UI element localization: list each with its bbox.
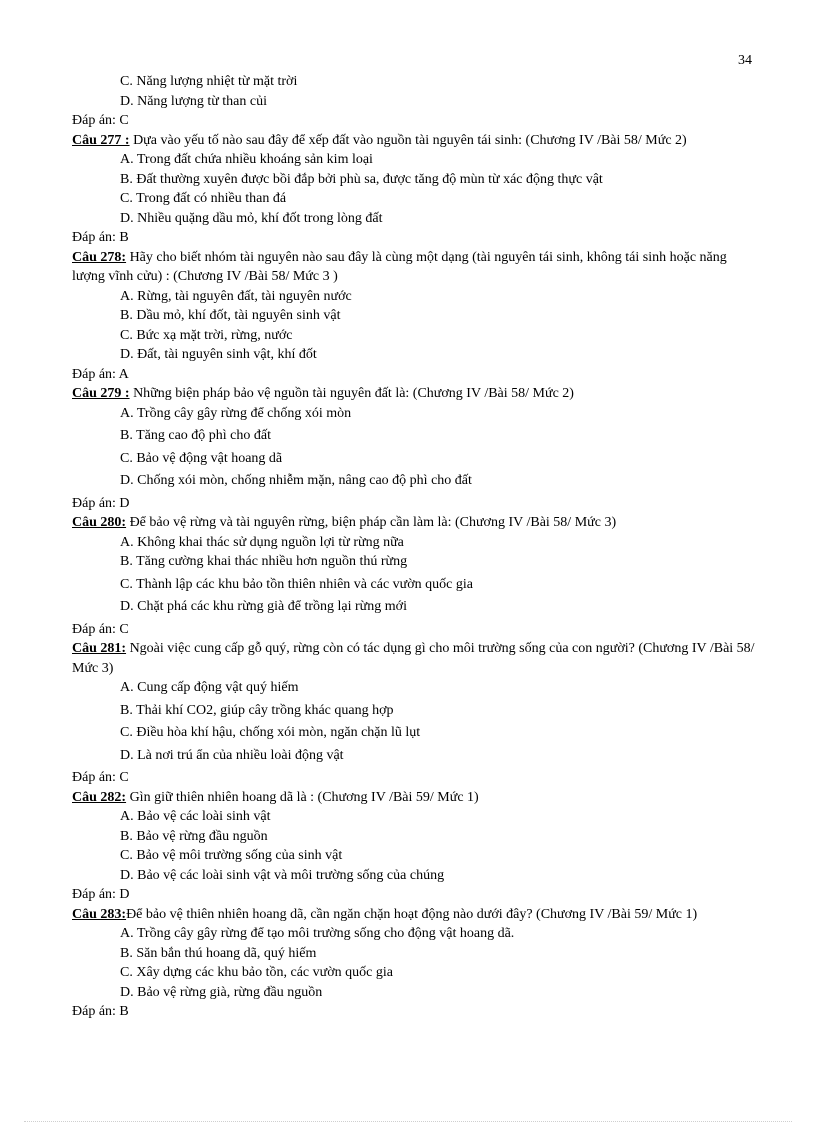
option: A. Không khai thác sử dụng nguồn lợi từ rừng nữa	[120, 534, 404, 550]
option: A. Trồng cây gây rừng để chống xói mòn	[120, 405, 352, 421]
option: A. Trồng cây gây rừng để tạo môi trường sống cho động vật hoang dã.	[120, 926, 515, 941]
option: D. Đất, tài nguyên sinh vật, khí đốt	[120, 347, 317, 362]
question	[72, 248, 762, 287]
question-text: Để bảo vệ rừng và tài nguyên rừng, biện pháp cần làm là: (Chương IV /Bài 58/ Mức 3)	[126, 515, 617, 530]
option: A. Trong đất chứa nhiều khoáng sản kim loại	[120, 152, 373, 167]
question-text: Ngoài việc cung cấp gỗ quý, rừng còn có tác dụng gì cho môi trường sống của con người? (Chương IV /Bài 58/ Mức 3)	[72, 641, 755, 676]
option: D. Bảo vệ rừng già, rừng đầu nguồn	[120, 984, 323, 1000]
question-label: Câu 282:	[72, 789, 127, 805]
option: B. Tăng cường khai thác nhiều hơn nguồn thú rừng	[120, 554, 408, 569]
option: D. Là nơi trú ẩn của nhiều loài động vật	[120, 747, 344, 763]
option: A. Cung cấp động vật quý hiếm	[120, 680, 299, 695]
option: B. Thải khí CO2, giúp cây trồng khác quang hợp	[120, 702, 394, 718]
option: C. Thành lập các khu bảo tồn thiên nhiên và các vườn quốc gia	[120, 576, 473, 592]
answer: Đáp án: C	[72, 621, 129, 637]
option: B. Dầu mỏ, khí đốt, tài nguyên sinh vật	[120, 308, 341, 323]
question	[72, 131, 762, 151]
option: C. Xây dựng các khu bảo tồn, các vườn quốc gia	[120, 965, 393, 980]
question-label: Câu 278:	[72, 249, 127, 265]
question	[72, 639, 762, 678]
option: D. Chống xói mòn, chống nhiễm mặn, nâng cao độ phì cho đất	[120, 473, 472, 488]
question-label: Câu 280:	[72, 515, 127, 530]
question	[72, 788, 762, 808]
page-bottom-divider	[24, 1121, 792, 1122]
question	[72, 384, 762, 404]
option: C. Bảo vệ môi trường sống của sinh vật	[120, 848, 343, 863]
question-label: Câu 279 :	[72, 386, 130, 401]
question-label: Câu 283:	[72, 906, 127, 922]
option: B. Bảo vệ rừng đầu nguồn	[120, 828, 268, 844]
question-text: Hãy cho biết nhóm tài nguyên nào sau đây là cùng một dạng (tài nguyên tái sinh, không tái sinh hoặc năng lượng vĩnh cửu) : (Chương IV /Bài 58/ Mức 3 )	[72, 249, 727, 284]
answer: Đáp án: C	[72, 770, 129, 785]
option: C. Điều hòa khí hậu, chống xói mòn, ngăn chặn lũ lụt	[120, 725, 421, 740]
option: D. Chặt phá các khu rừng già để trồng lại rừng mới	[120, 599, 407, 614]
option: B. Tăng cao độ phì cho đất	[120, 428, 271, 443]
answer: Đáp án: D	[72, 495, 130, 511]
answer: Đáp án: B	[72, 230, 129, 245]
option: C. Trong đất có nhiều than đá	[120, 191, 287, 206]
question	[72, 513, 762, 533]
option: C. Bảo vệ động vật hoang dã	[120, 450, 283, 466]
question-text: Gìn giữ thiên nhiên hoang dã là : (Chương IV /Bài 59/ Mức 1)	[126, 789, 479, 805]
option: B. Săn bắn thú hoang dã, quý hiếm	[120, 945, 317, 961]
question	[72, 905, 762, 925]
option: C. Năng lượng nhiệt từ mặt trời	[120, 74, 298, 89]
option: C. Bức xạ mặt trời, rừng, nước	[120, 327, 293, 343]
option: B. Đất thường xuyên được bồi đắp bởi phù sa, được tăng độ mùn từ xác động thực vật	[120, 171, 603, 187]
option: A. Bảo vệ các loài sinh vật	[120, 809, 271, 824]
document-body	[72, 72, 762, 1022]
answer: Đáp án: B	[72, 1004, 129, 1019]
question-label: Câu 277 :	[72, 132, 130, 148]
answer: Đáp án: D	[72, 887, 130, 902]
question-text: Để bảo vệ thiên nhiên hoang dã, cần ngăn chặn hoạt động nào dưới đây? (Chương IV /Bài 59/ Mức 1)	[126, 906, 698, 922]
option: A. Rừng, tài nguyên đất, tài nguyên nước	[120, 288, 352, 304]
option: D. Nhiều quặng dầu mỏ, khí đốt trong lòng đất	[120, 210, 383, 226]
option: D. Bảo vệ các loài sinh vật và môi trường sống của chúng	[120, 867, 445, 883]
question-text: Dựa vào yếu tố nào sau đây để xếp đất vào nguồn tài nguyên tái sinh: (Chương IV /Bài 58/ Mức 2)	[129, 132, 687, 148]
answer: Đáp án: A	[72, 366, 129, 382]
answer: Đáp án: C	[72, 113, 129, 128]
page-number: 34	[738, 53, 752, 68]
option: D. Năng lượng từ than củi	[120, 93, 267, 109]
question-label: Câu 281:	[72, 641, 127, 656]
question-text: Những biện pháp bảo vệ nguồn tài nguyên đất là: (Chương IV /Bài 58/ Mức 2)	[129, 386, 574, 401]
